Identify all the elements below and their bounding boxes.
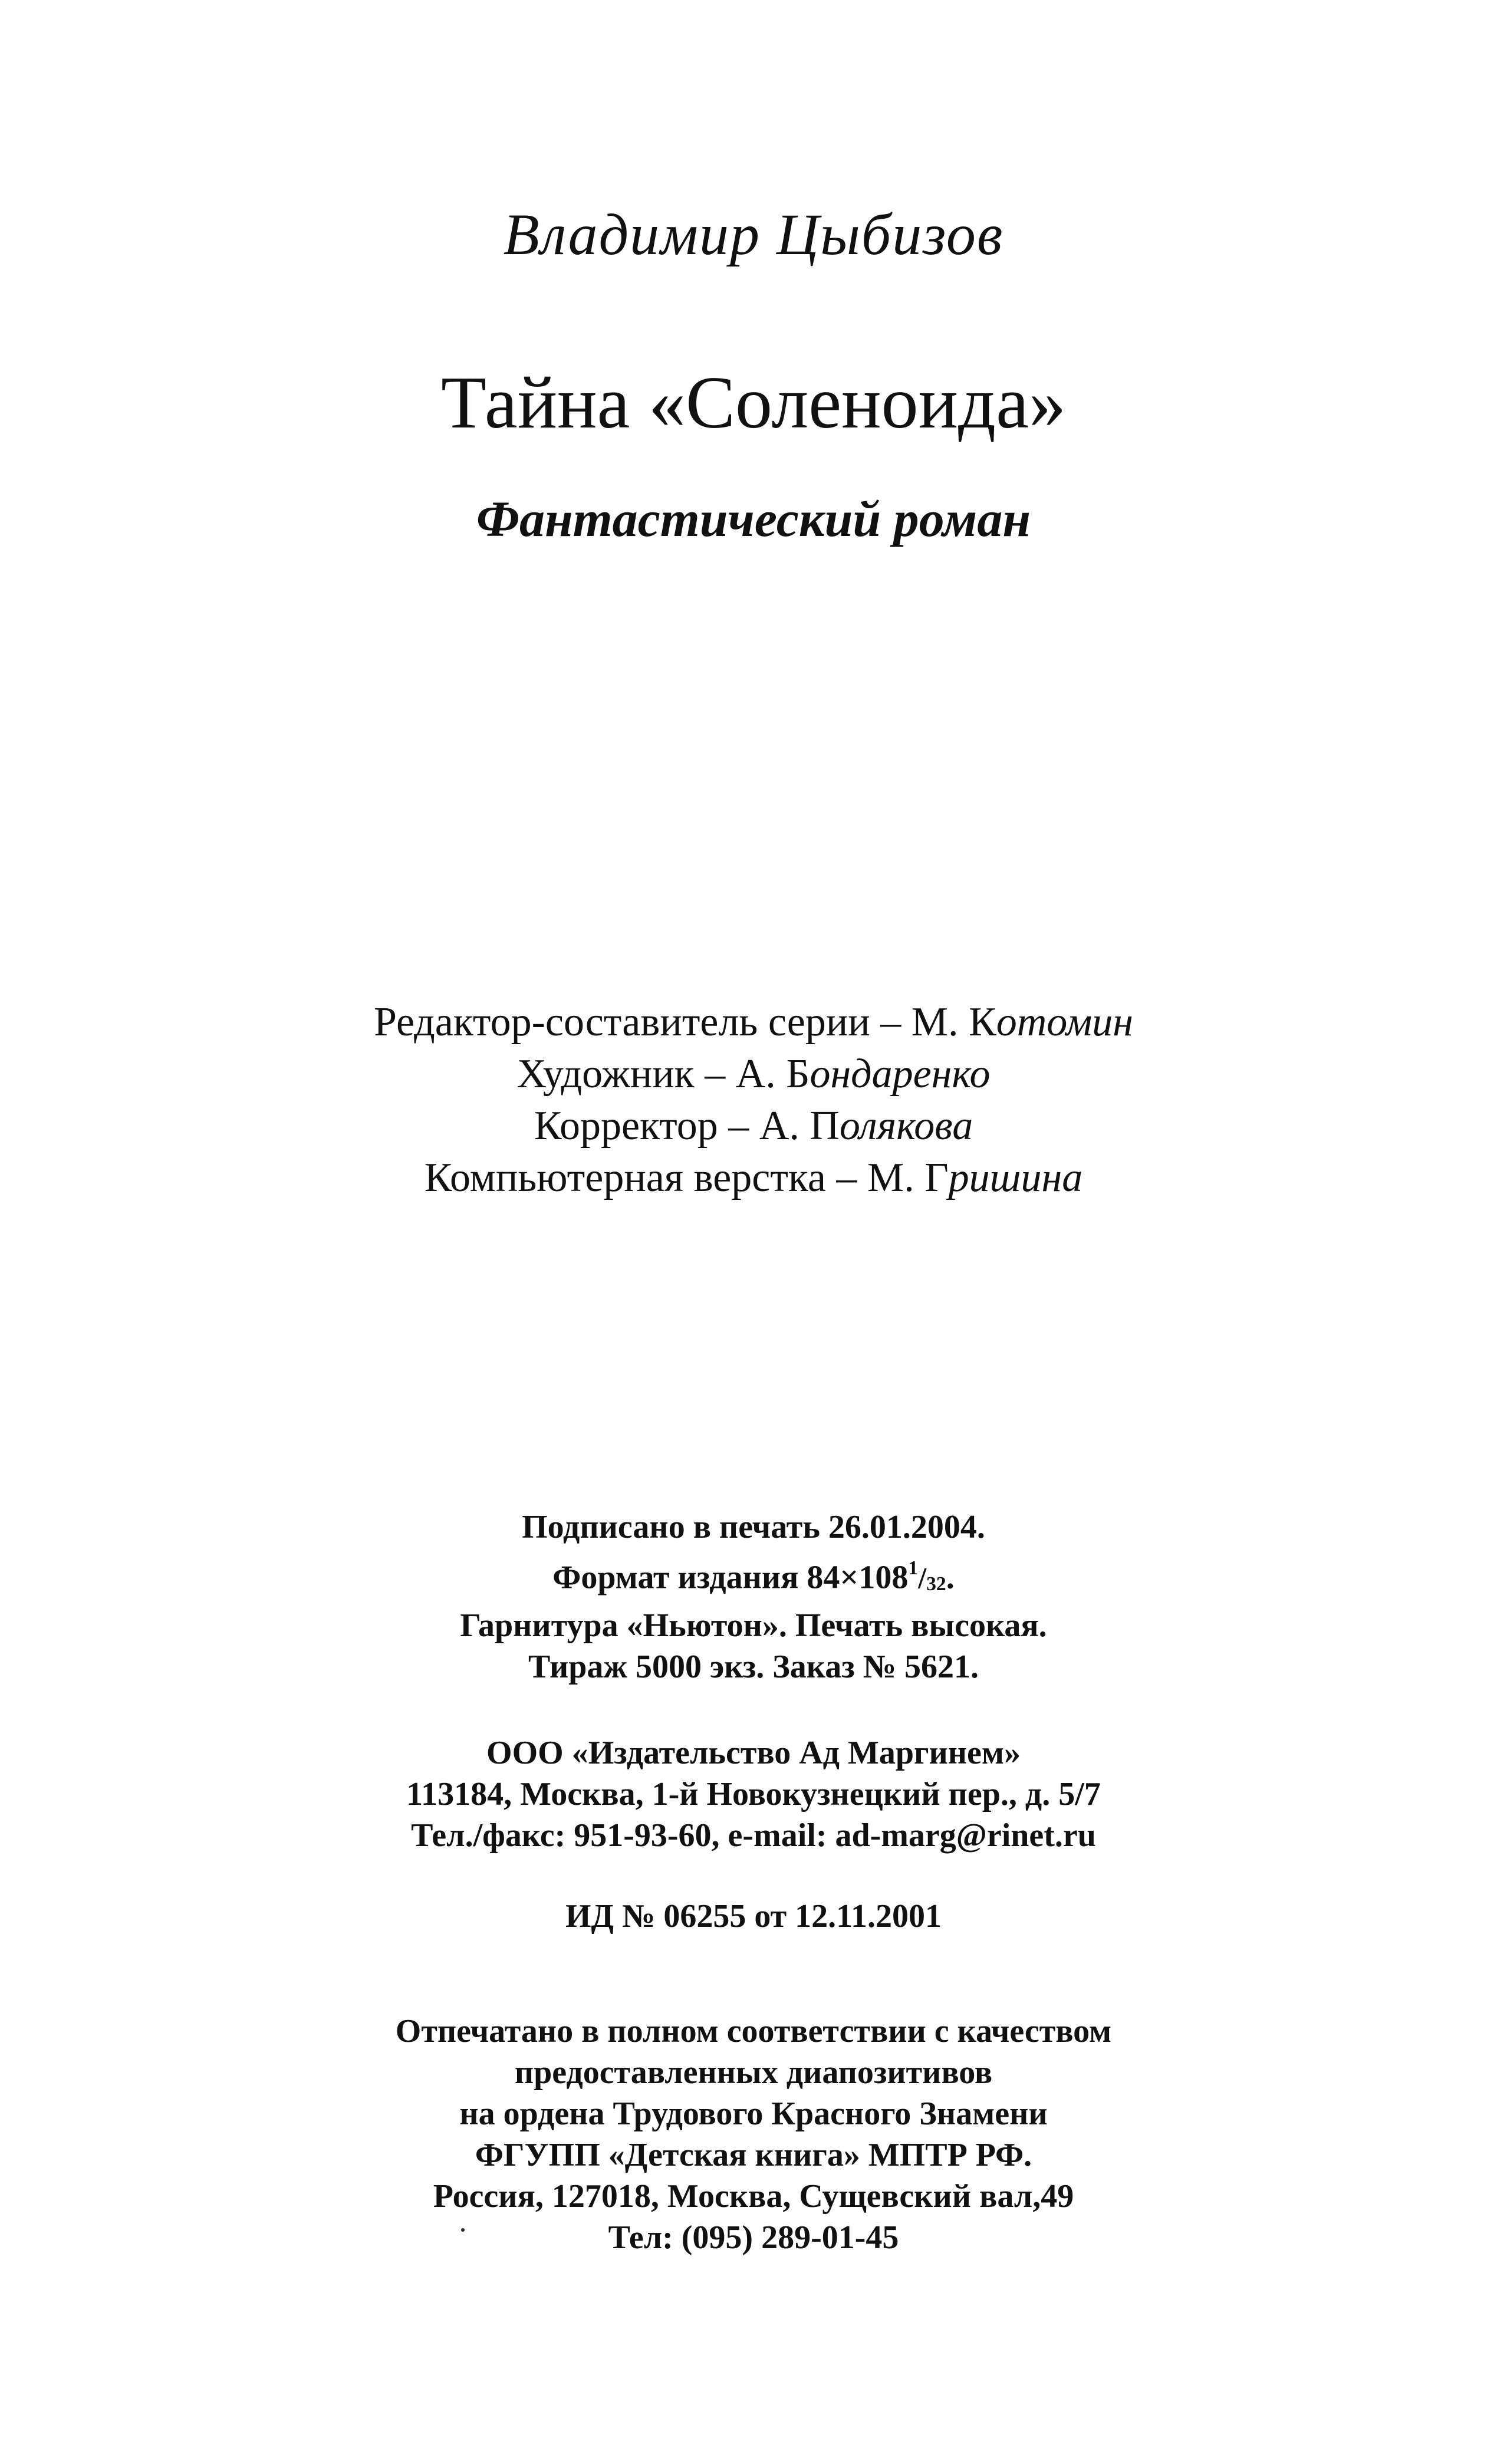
credit-initial: М. К (911, 999, 996, 1045)
format-numerator: 1 (908, 1557, 919, 1579)
credits-list (0, 996, 1507, 1204)
publisher-name: ООО «Издательство Ад Маргинем» (486, 1735, 1021, 1771)
format-suffix: . (946, 1559, 955, 1596)
printer-line: Тел: (095) 289-01-45 (608, 2219, 899, 2256)
print-speck (461, 2228, 465, 2232)
printer-line: предоставленных диапозитивов (514, 2054, 993, 2091)
credit-layout (0, 1152, 1507, 1204)
printer-info (0, 2011, 1507, 2258)
signed-date: Подписано в печать 26.01.2004. (522, 1509, 985, 1545)
credit-surname: ондаренко (810, 1051, 991, 1097)
edition-format (0, 1548, 1507, 1605)
print-info (0, 1506, 1507, 1687)
format-denominator: 32 (926, 1573, 946, 1595)
book-title: Тайна «Соленоида» (440, 362, 1067, 444)
book-subtitle: Фантастический роман (476, 491, 1031, 547)
publisher-address: 113184, Москва, 1-й Новокузнецкий пер., д. 5/7 (406, 1776, 1101, 1812)
printer-line: Отпечатано в полном соответствии с качеством (395, 2013, 1112, 2050)
credit-role: Корректор – (534, 1103, 759, 1149)
credit-role: Художник – (516, 1051, 736, 1097)
credit-surname: олякова (839, 1103, 973, 1149)
credit-surname: отомин (996, 999, 1133, 1045)
credit-artist (0, 1048, 1507, 1100)
credit-editor (0, 996, 1507, 1048)
fraction-slash: / (918, 1561, 927, 1595)
credit-surname: ришина (948, 1155, 1083, 1200)
credit-role: Редактор-составитель серии – (374, 999, 912, 1045)
credit-role: Компьютерная верстка – (424, 1155, 867, 1200)
printer-line: на ордена Трудового Красного Знамени (459, 2095, 1048, 2132)
author-name: Владимир Цыбизов (503, 202, 1004, 267)
print-run: Тираж 5000 экз. Заказ № 5621. (528, 1648, 979, 1685)
credit-initial: А. Б (735, 1051, 810, 1097)
credit-initial: М. Г (867, 1155, 949, 1200)
printer-line: Россия, 127018, Москва, Сущевский вал,49 (433, 2178, 1074, 2215)
printer-line: ФГУПП «Детская книга» МПТР РФ. (475, 2137, 1032, 2173)
typeface-info: Гарнитура «Ньютон». Печать высокая. (460, 1607, 1047, 1644)
credit-initial: А. П (759, 1103, 840, 1149)
license-number: ИД № 06255 от 12.11.2001 (565, 1898, 942, 1935)
publisher-contacts: Тел./факс: 951-93-60, e-mail: ad-marg@rinet.ru (411, 1817, 1096, 1854)
publisher-info (0, 1732, 1507, 1856)
credit-proofreader (0, 1100, 1507, 1152)
format-prefix: Формат издания 84×108 (552, 1559, 909, 1596)
